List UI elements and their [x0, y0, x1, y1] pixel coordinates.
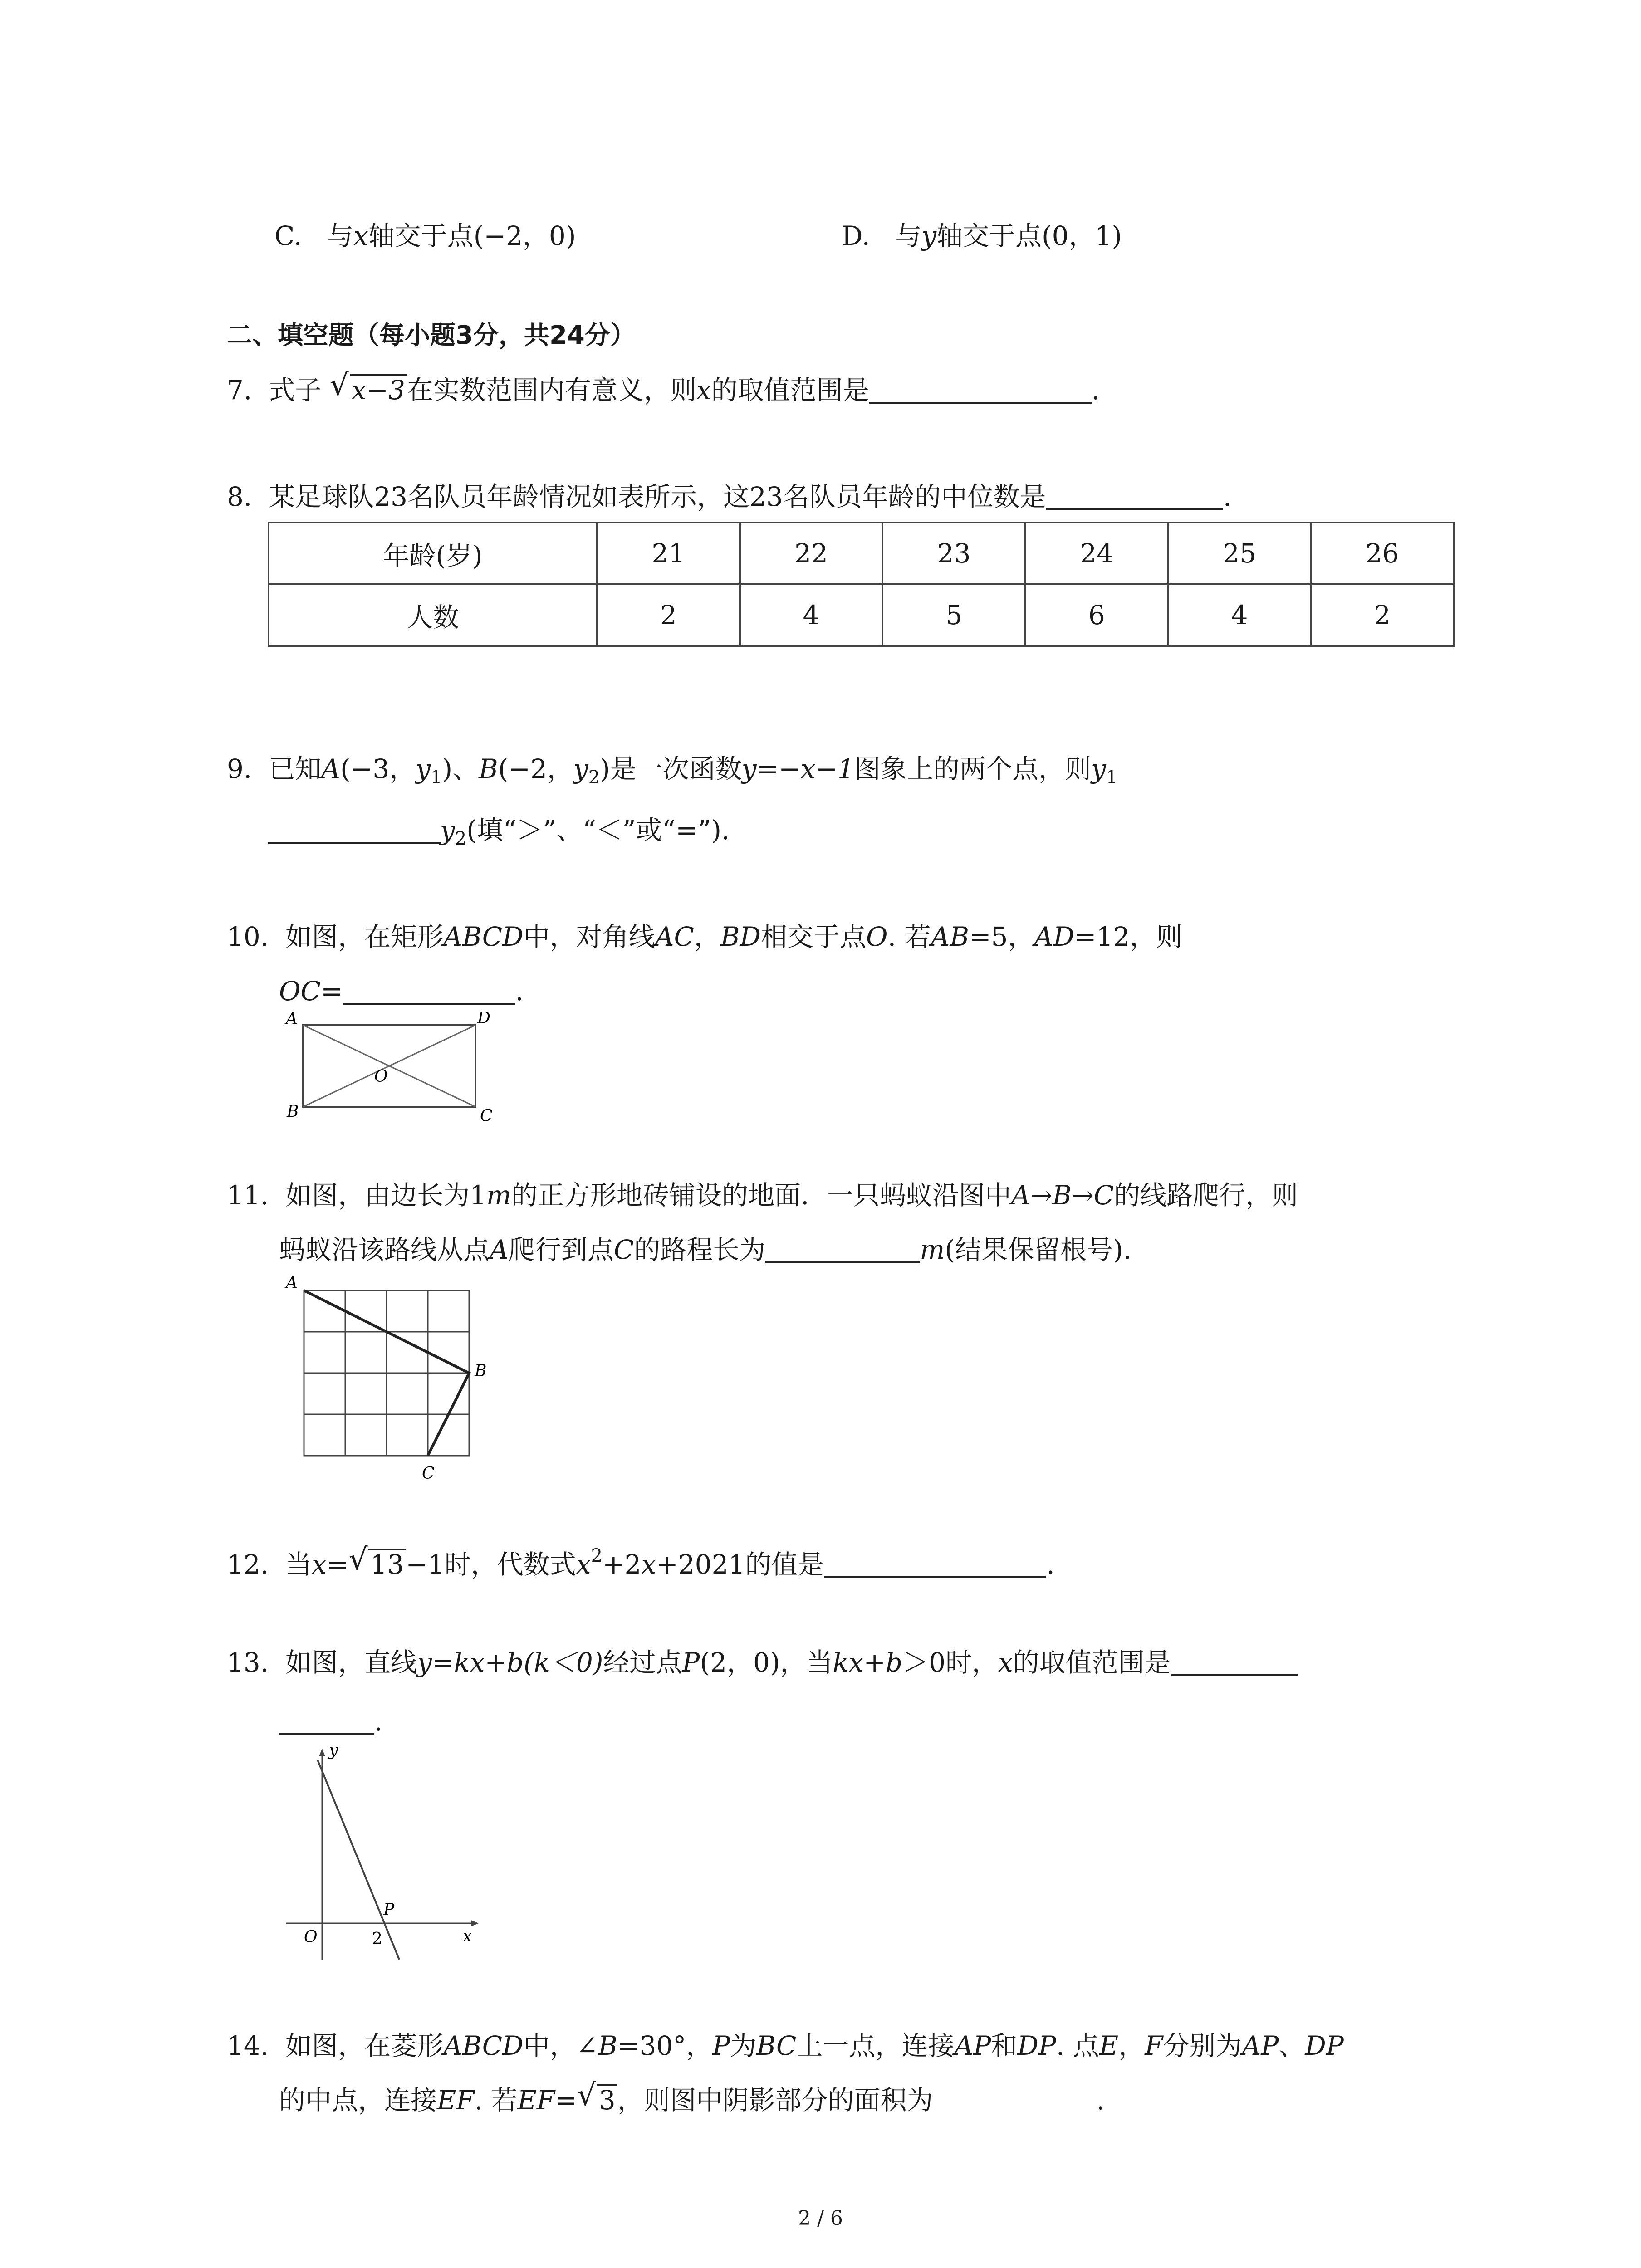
q10-text: 如图，在矩形 [285, 921, 444, 952]
q9-line2-text: (填“＞”、“＜”或“=”). [466, 815, 730, 846]
q14-end: . [1096, 2085, 1105, 2116]
x-axis-arrow-icon [471, 1920, 479, 1926]
table-cell: 25 [1168, 523, 1311, 584]
q12-x: x [312, 1549, 327, 1580]
question-number: 9. [227, 753, 252, 784]
q13-func: y=kx+b [417, 1647, 524, 1678]
question-11-line-2 [279, 1232, 1132, 1268]
q10-text-2: 中，对角线 [523, 921, 655, 952]
q11-text: 如图，由边长为1 [285, 1180, 487, 1211]
q14-ef: EF [437, 2085, 475, 2116]
q13-text: 如图，直线 [285, 1647, 417, 1678]
q9-text: 已知 [269, 753, 322, 784]
q7-end: . [1091, 375, 1100, 406]
option-c-text: 与 [327, 220, 354, 251]
coordinate-figure [272, 1742, 508, 1978]
q7-text-3: 的取值范围是 [711, 375, 869, 406]
q10-ab: AB [931, 921, 969, 952]
table-cell: 年龄(岁) [269, 523, 597, 584]
radicand: 3 [597, 2084, 617, 2114]
q13-text-4: 的取值范围是 [1013, 1647, 1171, 1678]
q11-line2-text-4: (结果保留根号). [945, 1234, 1132, 1265]
q9-y2: y [573, 753, 588, 784]
question-14-line-2 [279, 2077, 1105, 2118]
q13-text-2: 经过点 [603, 1647, 682, 1678]
grid-figure [272, 1270, 508, 1488]
table-row [269, 523, 1454, 584]
q13-p: P [682, 1647, 700, 1678]
sqrt-expression [348, 1542, 406, 1583]
q9-a-coord: (−3， [340, 753, 416, 784]
q10-rect: ABCD [443, 921, 524, 952]
question-number: 7. [227, 375, 252, 406]
q10-text-4: . 若 [887, 921, 931, 952]
q9-close2: )是一次函数 [600, 753, 742, 784]
label-two: 2 [372, 1930, 382, 1948]
q14-dp: DP [1017, 2030, 1056, 2061]
q10-text-3: 相交于点 [761, 921, 867, 952]
age-table [268, 522, 1455, 647]
q10-ac: AC [655, 921, 694, 952]
line-y-kx-b [318, 1760, 399, 1960]
question-10 [227, 919, 1182, 955]
q14-text-3: =30°， [617, 2030, 713, 2061]
option-c-text-2: 轴交于点(−2，0) [368, 220, 576, 251]
q14-text-10: 、 [1279, 2030, 1305, 2061]
question-12 [227, 1538, 1055, 1583]
label-c: C [480, 1107, 493, 1125]
q14-e: E [1099, 2030, 1119, 2061]
q11-path: A→B→C [1011, 1180, 1114, 1211]
label-origin: O [304, 1928, 318, 1946]
option-d [842, 218, 1122, 254]
answer-blank[interactable] [869, 376, 1092, 404]
table-cell: 21 [597, 523, 740, 584]
option-d-var: y [921, 220, 936, 251]
q13-end: . [374, 1706, 383, 1737]
q14-ef2: EF [517, 2085, 555, 2116]
q9-point-a: A [321, 753, 341, 784]
question-13-line-2 [279, 1703, 382, 1740]
q12-text-3: +2 [602, 1549, 642, 1580]
q10-eq: = [320, 976, 343, 1007]
radicand: 13 [368, 1549, 406, 1579]
q9-func: y=−x−1 [741, 753, 854, 784]
question-number: 8. [227, 481, 252, 512]
sqrt-expression [329, 367, 407, 408]
table-cell: 2 [597, 584, 740, 646]
label-o: O [374, 1067, 388, 1086]
q9-sub2b: 2 [455, 828, 467, 849]
q14-text: 如图，在菱形 [285, 2030, 444, 2061]
table-cell: 4 [1168, 584, 1311, 646]
answer-blank[interactable] [343, 977, 515, 1005]
q14-line2-text-4: ，则图中阴影部分的面积为 [617, 2085, 933, 2116]
option-d-text-2: 轴交于点(0，1) [936, 220, 1122, 251]
question-9 [227, 751, 1117, 796]
q7-text-2: 在实数范围内有意义，则 [407, 375, 696, 406]
q14-p: P [712, 2030, 730, 2061]
question-10-line-2 [279, 973, 524, 1009]
q13-cond: (k＜0) [524, 1647, 603, 1678]
rectangle-figure [272, 1012, 508, 1129]
label-c: C [422, 1464, 435, 1483]
q11-line2-text: 蚂蚁沿该路线从点 [279, 1234, 490, 1265]
q10-text-5: =5， [969, 921, 1034, 952]
q11-c: C [613, 1234, 634, 1265]
q10-end: . [515, 976, 524, 1007]
question-7 [227, 367, 1100, 408]
q14-b: B [598, 2030, 617, 2061]
option-c-var: x [353, 220, 368, 251]
q12-text: 当 [285, 1549, 312, 1580]
label-p: P [383, 1901, 395, 1919]
table-row [269, 584, 1454, 646]
q11-unit-2: m [920, 1234, 945, 1265]
radical-sign-icon: √ [577, 2077, 596, 2112]
answer-blank[interactable] [765, 1235, 920, 1263]
q13-ineq: kx+b [833, 1647, 903, 1678]
q14-line2-text-2: . 若 [474, 2085, 518, 2116]
question-number: 11. [227, 1180, 269, 1211]
label-d: D [477, 1012, 490, 1027]
q14-text-6: 和 [991, 2030, 1018, 2061]
q11-line2-text-3: 的路程长为 [634, 1234, 766, 1265]
question-11 [227, 1177, 1298, 1213]
label-b: B [475, 1362, 487, 1380]
table-cell: 22 [740, 523, 883, 584]
q14-text-5: 上一点，连接 [796, 2030, 955, 2061]
q7-var: x [696, 375, 711, 406]
table-cell: 2 [1311, 584, 1454, 646]
q14-ap: AP [954, 2030, 991, 2061]
q8-end: . [1223, 481, 1232, 512]
y-axis-arrow-icon [319, 1749, 325, 1756]
q12-eq: = [326, 1549, 349, 1580]
option-c [274, 218, 576, 254]
section-title: 二、填空题（每小题3分，共24分） [227, 321, 636, 350]
answer-blank[interactable] [1046, 482, 1223, 510]
q10-comma: ， [694, 921, 720, 952]
radical-sign-icon: √ [348, 1542, 368, 1577]
q14-line2-text: 的中点，连接 [279, 2085, 437, 2116]
q10-text-6: =12，则 [1074, 921, 1183, 952]
q12-x3: x [641, 1549, 656, 1580]
q9-text-2: 图象上的两个点，则 [854, 753, 1091, 784]
answer-blank[interactable] [1171, 1648, 1298, 1676]
grid-lines [304, 1290, 469, 1456]
radical-sign-icon: √ [329, 367, 349, 402]
q14-text-7: . 点 [1056, 2030, 1099, 2061]
q13-x: x [998, 1647, 1013, 1678]
q13-p-coord: (2，0)，当 [700, 1647, 833, 1678]
label-b: B [287, 1102, 299, 1121]
q8-text: 某足球队23名队员年龄情况如表所示，这23名队员年龄的中位数是 [269, 481, 1046, 512]
q14-ap2: AP [1242, 2030, 1279, 2061]
label-x: x [463, 1927, 472, 1945]
table-cell: 24 [1025, 523, 1168, 584]
option-d-prefix: D. [842, 220, 870, 251]
q14-rhombus: ABCD [443, 2030, 524, 2061]
table-cell: 26 [1311, 523, 1454, 584]
q12-x2: x [576, 1549, 591, 1580]
question-number: 13. [227, 1647, 269, 1678]
label-a: A [286, 1274, 298, 1292]
q9-sub1b: 1 [1106, 767, 1118, 788]
q12-text-2: −1时，代数式 [406, 1549, 576, 1580]
q10-o: O [866, 921, 888, 952]
q11-text-2: 的正方形地砖铺设的地面．一只蚂蚁沿图中 [511, 1180, 1012, 1211]
q9-b-coord: (−2， [498, 753, 573, 784]
label-y: y [329, 1742, 338, 1760]
question-9-line-2 [268, 812, 730, 857]
q10-oc: OC [279, 976, 321, 1007]
q14-dp2: DP [1305, 2030, 1344, 2061]
q14-text-8: ， [1118, 2030, 1145, 2061]
table-cell: 23 [882, 523, 1025, 584]
q14-text-2: 中，∠ [523, 2030, 598, 2061]
q10-bd: BD [720, 921, 761, 952]
answer-blank[interactable] [824, 1550, 1046, 1578]
q9-y1b: y [1091, 753, 1106, 784]
table-cell: 4 [740, 584, 883, 646]
label-a: A [286, 1012, 298, 1028]
option-d-text: 与 [895, 220, 922, 251]
answer-blank[interactable] [279, 1707, 374, 1735]
page-number: 2 / 6 [798, 2207, 843, 2230]
q10-ad: AD [1034, 921, 1074, 952]
q13-text-3: ＞0时， [902, 1647, 999, 1678]
q14-text-4: 为 [730, 2030, 757, 2061]
answer-blank[interactable] [268, 816, 440, 844]
q11-a: A [490, 1234, 509, 1265]
q14-bc: BC [756, 2030, 797, 2061]
q12-text-4: +2021的值是 [656, 1549, 824, 1580]
table-cell: 人数 [269, 584, 597, 646]
sqrt-expression [577, 2077, 617, 2118]
q9-y2b: y [440, 815, 455, 846]
q11-unit: m [486, 1180, 512, 1211]
question-14 [227, 2028, 1344, 2064]
q14-line2-text-3: = [555, 2085, 577, 2116]
radicand: x−3 [350, 374, 407, 404]
question-13 [227, 1644, 1298, 1681]
q12-sup: 2 [591, 1545, 603, 1566]
question-number: 14. [227, 2030, 269, 2061]
option-c-prefix: C. [274, 220, 302, 251]
q11-text-3: 的线路爬行，则 [1114, 1180, 1298, 1211]
question-8 [227, 479, 1231, 515]
question-number: 12. [227, 1549, 269, 1580]
q14-text-9: 分别为 [1163, 2030, 1242, 2061]
q9-sub1: 1 [431, 767, 442, 788]
q11-line2-text-2: 爬行到点 [508, 1234, 614, 1265]
table-cell: 5 [882, 584, 1025, 646]
table-cell: 6 [1025, 584, 1168, 646]
q9-point-b: B [479, 753, 498, 784]
q7-text: 式子 [269, 375, 322, 406]
q14-f: F [1145, 2030, 1163, 2061]
question-number: 10. [227, 921, 269, 952]
q9-y1: y [416, 753, 431, 784]
q9-sub2: 2 [588, 767, 600, 788]
q12-end: . [1046, 1549, 1055, 1580]
q9-close1: )、 [442, 753, 479, 784]
